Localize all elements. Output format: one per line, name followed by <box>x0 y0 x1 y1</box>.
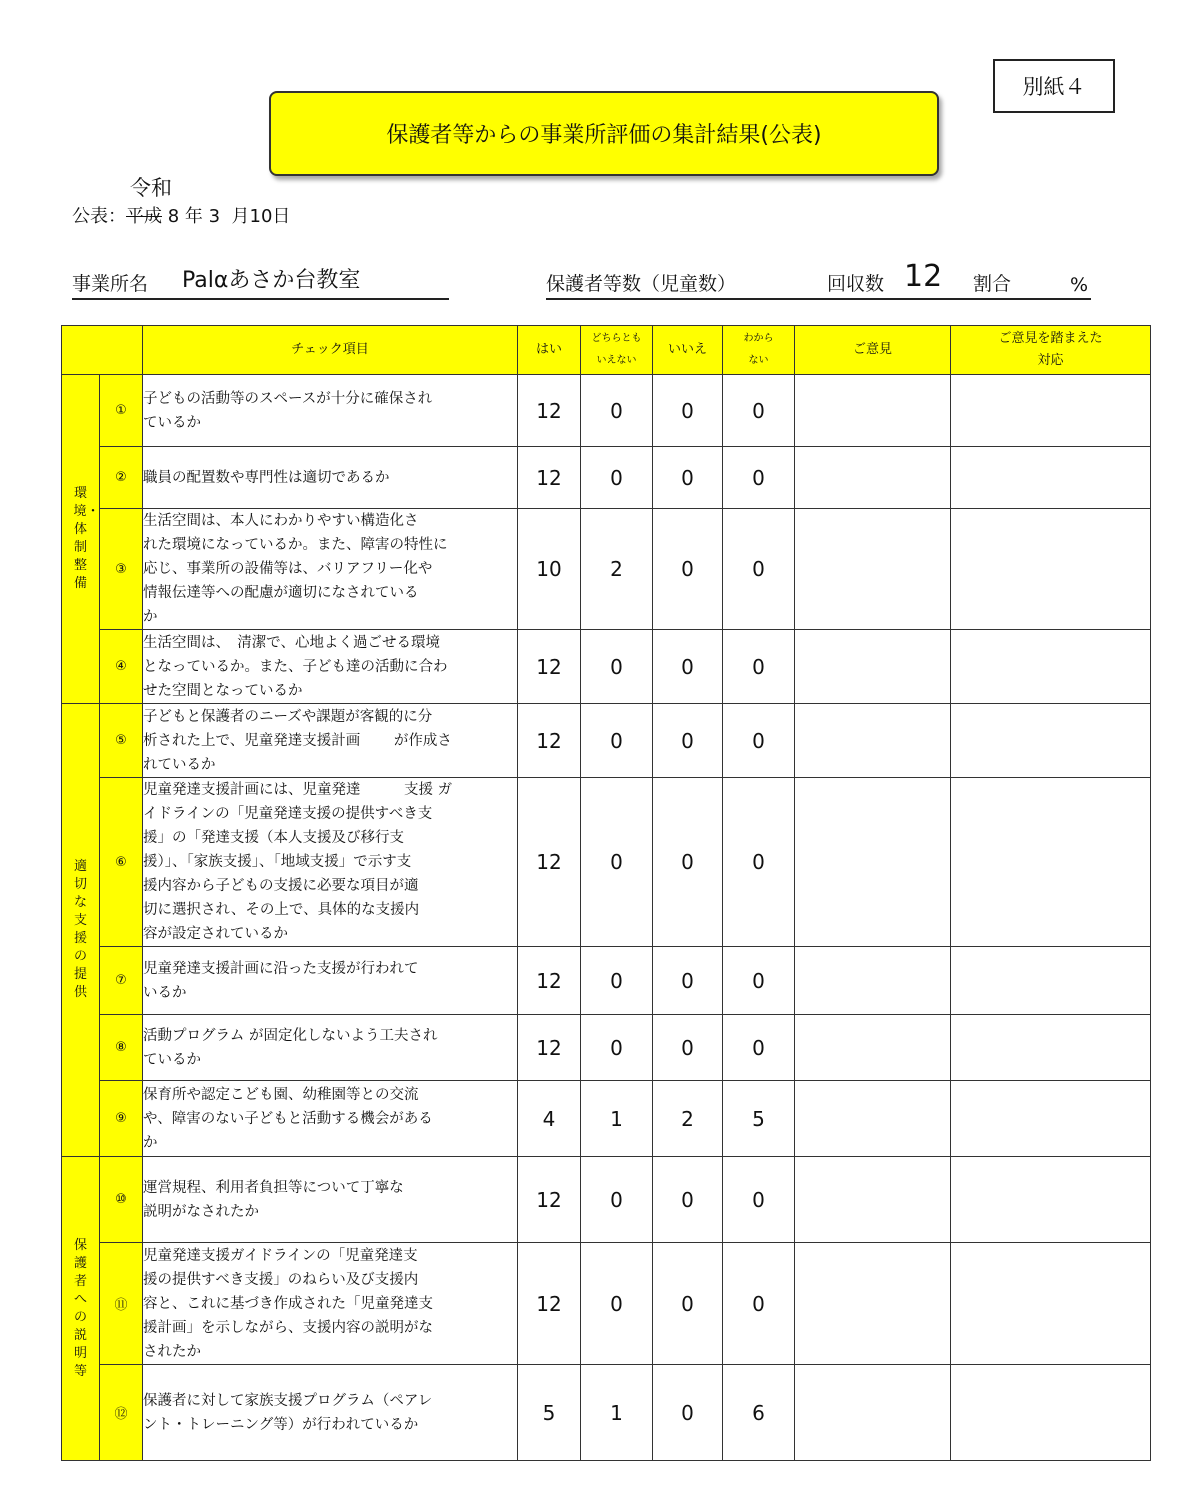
item-number: ⑨ <box>100 1081 143 1157</box>
count-neutral: 0 <box>581 1015 653 1081</box>
response-cell <box>951 778 1151 947</box>
page-title-text: 保護者等からの事業所評価の集計結果(公表) <box>386 123 822 148</box>
item-number: ④ <box>100 630 143 704</box>
count-no: 0 <box>653 1157 723 1243</box>
count-neutral: 0 <box>581 778 653 947</box>
count-neutral: 0 <box>581 704 653 778</box>
header-yes: はい <box>518 326 581 375</box>
count-yes: 12 <box>518 704 581 778</box>
parents-count-label: 保護者等数（児童数） <box>546 273 737 295</box>
count-no: 0 <box>653 1015 723 1081</box>
category-label <box>62 704 100 1157</box>
ratio-label: 割合 <box>973 273 1012 295</box>
count-yes: 10 <box>518 509 581 630</box>
check-item-text: 保護者に対して家族支援プログラム（ペアレ ント・トレーニング等）が行われているか <box>143 1365 518 1461</box>
count-yes: 12 <box>518 375 581 447</box>
count-yes: 4 <box>518 1081 581 1157</box>
count-neutral: 0 <box>581 1157 653 1243</box>
item-number: ⑩ <box>100 1157 143 1243</box>
table-row <box>62 1081 1151 1157</box>
header-neutral: どちらとも いえない <box>581 326 653 375</box>
response-cell <box>951 630 1151 704</box>
category-text: 適切な支援の提供 <box>73 859 87 1000</box>
publication-date-rest: 8 年 3 月10日 <box>162 206 291 227</box>
table-row <box>62 1015 1151 1081</box>
count-neutral: 2 <box>581 509 653 630</box>
category-label <box>62 1157 100 1461</box>
count-yes: 12 <box>518 1015 581 1081</box>
count-unknown: 0 <box>723 447 795 509</box>
check-item-text: 児童発達支援計画には、児童発達 支援 ガ イドラインの「児童発達支援の提供すべき支 援」の「発達支援（本人支援及び移行支 援）」、「家族支援」、「地域支援」で示す支 援内容から子どもの支援に必要な項目が適 切に選択され、その上で、具体的な支援内 容が設定されているか <box>143 778 518 947</box>
count-unknown: 5 <box>723 1081 795 1157</box>
item-number: ⑥ <box>100 778 143 947</box>
facility-name-line <box>72 262 449 300</box>
opinion-cell <box>795 1243 951 1365</box>
table-header-row <box>62 326 1151 375</box>
annex-label: 別紙４ <box>993 59 1115 113</box>
response-cell <box>951 704 1151 778</box>
table-row <box>62 1243 1151 1365</box>
response-cell <box>951 947 1151 1015</box>
response-cell <box>951 1015 1151 1081</box>
item-number: ③ <box>100 509 143 630</box>
response-cell <box>951 509 1151 630</box>
check-item-text: 活動プログラム が固定化しないよう工夫され ているか <box>143 1015 518 1081</box>
category-text: 環境・体制整備 <box>73 486 100 591</box>
category-text: 保護者への説明等 <box>73 1237 87 1379</box>
item-number: ⑧ <box>100 1015 143 1081</box>
ratio-unit: % <box>1070 274 1089 296</box>
page-title <box>269 91 939 176</box>
response-cell <box>951 447 1151 509</box>
response-cell <box>951 1157 1151 1243</box>
check-item-text: 生活空間は、 清潔で、心地よく過ごせる環境 となっているか。また、子ども達の活動に合わ せた空間となっているか <box>143 630 518 704</box>
opinion-cell <box>795 704 951 778</box>
count-unknown: 6 <box>723 1365 795 1461</box>
opinion-cell <box>795 1157 951 1243</box>
publication-label: 公表： <box>72 206 126 227</box>
evaluation-table <box>61 325 1151 1461</box>
opinion-cell <box>795 1081 951 1157</box>
count-no: 0 <box>653 947 723 1015</box>
count-neutral: 0 <box>581 447 653 509</box>
opinion-cell <box>795 447 951 509</box>
check-item-text: 子どもの活動等のスペースが十分に確保され ているか <box>143 375 518 447</box>
header-item: チェック項目 <box>143 326 518 375</box>
response-cell <box>951 1243 1151 1365</box>
count-no: 0 <box>653 509 723 630</box>
count-neutral: 0 <box>581 375 653 447</box>
item-number: ⑫ <box>100 1365 143 1461</box>
era-new: 令和 <box>130 176 172 200</box>
table-row <box>62 447 1151 509</box>
table-row <box>62 704 1151 778</box>
table-row <box>62 778 1151 947</box>
check-item-text: 運営規程、利用者負担等について丁寧な 説明がなされたか <box>143 1157 518 1243</box>
count-no: 0 <box>653 1365 723 1461</box>
count-no: 0 <box>653 1243 723 1365</box>
table-row <box>62 630 1151 704</box>
era-old-struck: 平成 <box>126 206 162 227</box>
check-item-text: 児童発達支援ガイドラインの「児童発達支 援の提供すべき支援」のねらい及び支援内 容と、これに基づき作成された「児童発達支 援計画」を示しながら、支援内容の説明がな されたか <box>143 1243 518 1365</box>
count-neutral: 0 <box>581 1243 653 1365</box>
response-cell <box>951 375 1151 447</box>
collected-label: 回収数 <box>827 273 885 295</box>
header-response: ご意見を踏まえた 対応 <box>951 326 1151 375</box>
count-no: 0 <box>653 375 723 447</box>
item-number: ⑪ <box>100 1243 143 1365</box>
table-row <box>62 947 1151 1015</box>
item-number: ② <box>100 447 143 509</box>
count-neutral: 0 <box>581 947 653 1015</box>
opinion-cell <box>795 1015 951 1081</box>
count-yes: 12 <box>518 778 581 947</box>
check-item-text: 児童発達支援計画に沿った支援が行われて いるか <box>143 947 518 1015</box>
counts-line <box>546 259 1091 300</box>
count-unknown: 0 <box>723 947 795 1015</box>
opinion-cell <box>795 947 951 1015</box>
count-yes: 12 <box>518 630 581 704</box>
category-label <box>62 375 100 704</box>
facility-label: 事業所名 <box>72 273 149 295</box>
count-unknown: 0 <box>723 630 795 704</box>
check-item-text: 子どもと保護者のニーズや課題が客観的に分 析された上で、児童発達支援計画 が作成さ れているか <box>143 704 518 778</box>
table-row <box>62 1157 1151 1243</box>
check-item-text: 保育所や認定こども園、幼稚園等との交流 や、障害のない子どもと活動する機会がある か <box>143 1081 518 1157</box>
opinion-cell <box>795 509 951 630</box>
check-item-text: 職員の配置数や専門性は適切であるか <box>143 447 518 509</box>
count-unknown: 0 <box>723 1015 795 1081</box>
table-row <box>62 509 1151 630</box>
count-no: 0 <box>653 447 723 509</box>
count-yes: 12 <box>518 947 581 1015</box>
count-no: 0 <box>653 778 723 947</box>
item-number: ⑤ <box>100 704 143 778</box>
response-cell <box>951 1081 1151 1157</box>
opinion-cell <box>795 778 951 947</box>
count-neutral: 1 <box>581 1365 653 1461</box>
header-unknown: わから ない <box>723 326 795 375</box>
count-yes: 12 <box>518 1243 581 1365</box>
opinion-cell <box>795 630 951 704</box>
response-cell <box>951 1365 1151 1461</box>
collected-value: 12 <box>904 259 943 294</box>
header-blank <box>62 326 143 375</box>
count-unknown: 0 <box>723 778 795 947</box>
count-unknown: 0 <box>723 509 795 630</box>
header-no: いいえ <box>653 326 723 375</box>
check-item-text: 生活空間は、本人にわかりやすい構造化さ れた環境になっているか。また、障害の特性に 応じ、事業所の設備等は、バリアフリー化や 情報伝達等への配慮が適切になされている か <box>143 509 518 630</box>
count-unknown: 0 <box>723 1243 795 1365</box>
table-row <box>62 375 1151 447</box>
count-yes: 12 <box>518 1157 581 1243</box>
count-no: 0 <box>653 704 723 778</box>
publication-date <box>72 202 290 228</box>
count-yes: 5 <box>518 1365 581 1461</box>
count-unknown: 0 <box>723 375 795 447</box>
table-row <box>62 1365 1151 1461</box>
count-unknown: 0 <box>723 704 795 778</box>
item-number: ⑦ <box>100 947 143 1015</box>
opinion-cell <box>795 1365 951 1461</box>
count-yes: 12 <box>518 447 581 509</box>
count-no: 2 <box>653 1081 723 1157</box>
item-number: ① <box>100 375 143 447</box>
count-neutral: 1 <box>581 1081 653 1157</box>
count-no: 0 <box>653 630 723 704</box>
count-neutral: 0 <box>581 630 653 704</box>
opinion-cell <box>795 375 951 447</box>
facility-name: Palαあさか台教室 <box>182 268 361 293</box>
header-opinion: ご意見 <box>795 326 951 375</box>
count-unknown: 0 <box>723 1157 795 1243</box>
